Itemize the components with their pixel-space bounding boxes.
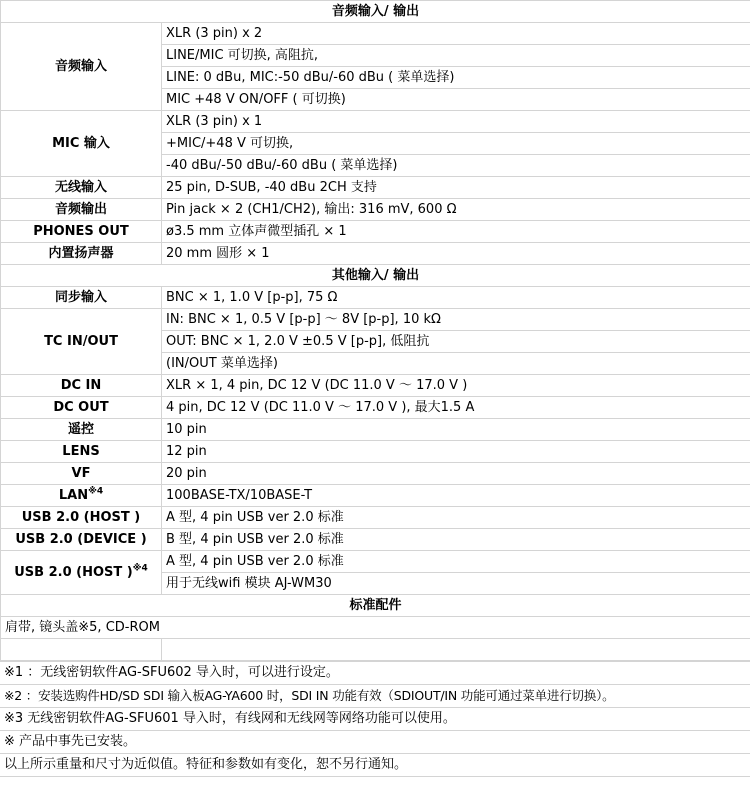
section-header-row [1, 265, 750, 287]
row-value: 10 pin [162, 419, 750, 441]
row-value: -40 dBu/-50 dBu/-60 dBu ( 菜单选择) [162, 155, 750, 177]
footnotes [0, 661, 750, 777]
table-row [1, 617, 750, 639]
section-header-row [1, 595, 750, 617]
row-value: ø3.5 mm 立体声微型插孔 × 1 [162, 221, 750, 243]
row-value: 20 mm 圆形 × 1 [162, 243, 750, 265]
table-row [1, 221, 750, 243]
section-title-audio-io: 音频输入/ 输出 [1, 1, 750, 23]
row-value: XLR × 1, 4 pin, DC 12 V (DC 11.0 V ～ 17.0 V ) [162, 375, 750, 397]
row-value: BNC × 1, 1.0 V [p-p], 75 Ω [162, 287, 750, 309]
row-label-dc-in: DC IN [1, 375, 162, 397]
row-value: XLR (3 pin) x 2 [162, 23, 750, 45]
table-row-empty [1, 639, 750, 661]
section-title-accessories: 标准配件 [1, 595, 750, 617]
row-value: OUT: BNC × 1, 2.0 V ±0.5 V [p-p], 低阻抗 [162, 331, 750, 353]
row-label-usb-host: USB 2.0 (HOST ) [1, 507, 162, 529]
row-value: MIC +48 V ON/OFF ( 可切换) [162, 89, 750, 111]
row-value: LINE/MIC 可切换, 高阻抗, [162, 45, 750, 67]
row-label-usb-host-2 [1, 551, 162, 595]
table-row [1, 551, 750, 573]
row-label-sync-in: 同步输入 [1, 287, 162, 309]
row-label-audio-out: 音频输出 [1, 199, 162, 221]
row-label-audio-in: 音频输入 [1, 23, 162, 111]
table-row [1, 507, 750, 529]
row-label-speaker: 内置扬声器 [1, 243, 162, 265]
table-row [1, 419, 750, 441]
table-row [1, 441, 750, 463]
row-value: (IN/OUT 菜单选择) [162, 353, 750, 375]
table-row [1, 375, 750, 397]
row-value: A 型, 4 pin USB ver 2.0 标准 [162, 551, 750, 573]
row-value: 用于无线wifi 模块 AJ-WM30 [162, 573, 750, 595]
row-value: 100BASE-TX/10BASE-T [162, 485, 750, 507]
row-label-lan [1, 485, 162, 507]
row-label-remote: 遥控 [1, 419, 162, 441]
accessories-value: 肩带, 镜头盖※5, CD-ROM [1, 617, 750, 639]
section-title-other-io: 其他输入/ 输出 [1, 265, 750, 287]
table-row [1, 287, 750, 309]
table-row [1, 309, 750, 331]
row-label-lens: LENS [1, 441, 162, 463]
row-label-phones-out: PHONES OUT [1, 221, 162, 243]
footnote-3: ※3 无线密钥软件AG-SFU601 导入时，有线网和无线网等网络功能可以使用。 [0, 707, 750, 730]
row-value: Pin jack × 2 (CH1/CH2), 输出: 316 mV, 600 Ω [162, 199, 750, 221]
row-value: LINE: 0 dBu, MIC:-50 dBu/-60 dBu ( 菜单选择) [162, 67, 750, 89]
disclaimer: 以上所示重量和尺寸为近似值。特征和参数如有变化，恕不另行通知。 [0, 753, 750, 777]
section-header-row [1, 1, 750, 23]
table-row [1, 485, 750, 507]
row-label-usb-device: USB 2.0 (DEVICE ) [1, 529, 162, 551]
row-value: B 型, 4 pin USB ver 2.0 标准 [162, 529, 750, 551]
row-label-dc-out: DC OUT [1, 397, 162, 419]
table-row [1, 463, 750, 485]
empty-cell [1, 639, 162, 661]
table-row [1, 243, 750, 265]
footnote-1: ※1 ：无线密钥软件AG-SFU602 导入时，可以进行设定。 [0, 661, 750, 684]
lan-label-text: LAN [58, 488, 89, 503]
row-label-wireless-in: 无线输入 [1, 177, 162, 199]
footnote-marker: ※4 [132, 563, 148, 574]
row-value: +MIC/+48 V 可切换, [162, 133, 750, 155]
row-value: 4 pin, DC 12 V (DC 11.0 V ～ 17.0 V ), 最大1.5 A [162, 397, 750, 419]
row-label-vf: VF [1, 463, 162, 485]
footnote-marker: ※4 [88, 486, 104, 497]
row-value: 25 pin, D-SUB, -40 dBu 2CH 支持 [162, 177, 750, 199]
row-value: IN: BNC × 1, 0.5 V [p-p] ～ 8V [p-p], 10 kΩ [162, 309, 750, 331]
table-row [1, 177, 750, 199]
row-label-mic-in: MIC 输入 [1, 111, 162, 177]
footnote-2: ※2 ：安装选购件HD/SD SDI 输入板AG-YA600 时，SDI IN 功能有效（SDIOUT/IN 功能可通过菜单进行切换）。 [0, 684, 750, 707]
row-value: XLR (3 pin) x 1 [162, 111, 750, 133]
table-row [1, 397, 750, 419]
table-row [1, 199, 750, 221]
usb-host-2-label-text: USB 2.0 (HOST ) [14, 565, 133, 580]
row-value: 12 pin [162, 441, 750, 463]
table-row [1, 111, 750, 133]
row-value: 20 pin [162, 463, 750, 485]
table-row [1, 23, 750, 45]
row-label-tc-io: TC IN/OUT [1, 309, 162, 375]
empty-cell [162, 639, 750, 661]
footnote-4: ※ 产品中事先已安装。 [0, 730, 750, 753]
row-value: A 型, 4 pin USB ver 2.0 标准 [162, 507, 750, 529]
table-row [1, 529, 750, 551]
